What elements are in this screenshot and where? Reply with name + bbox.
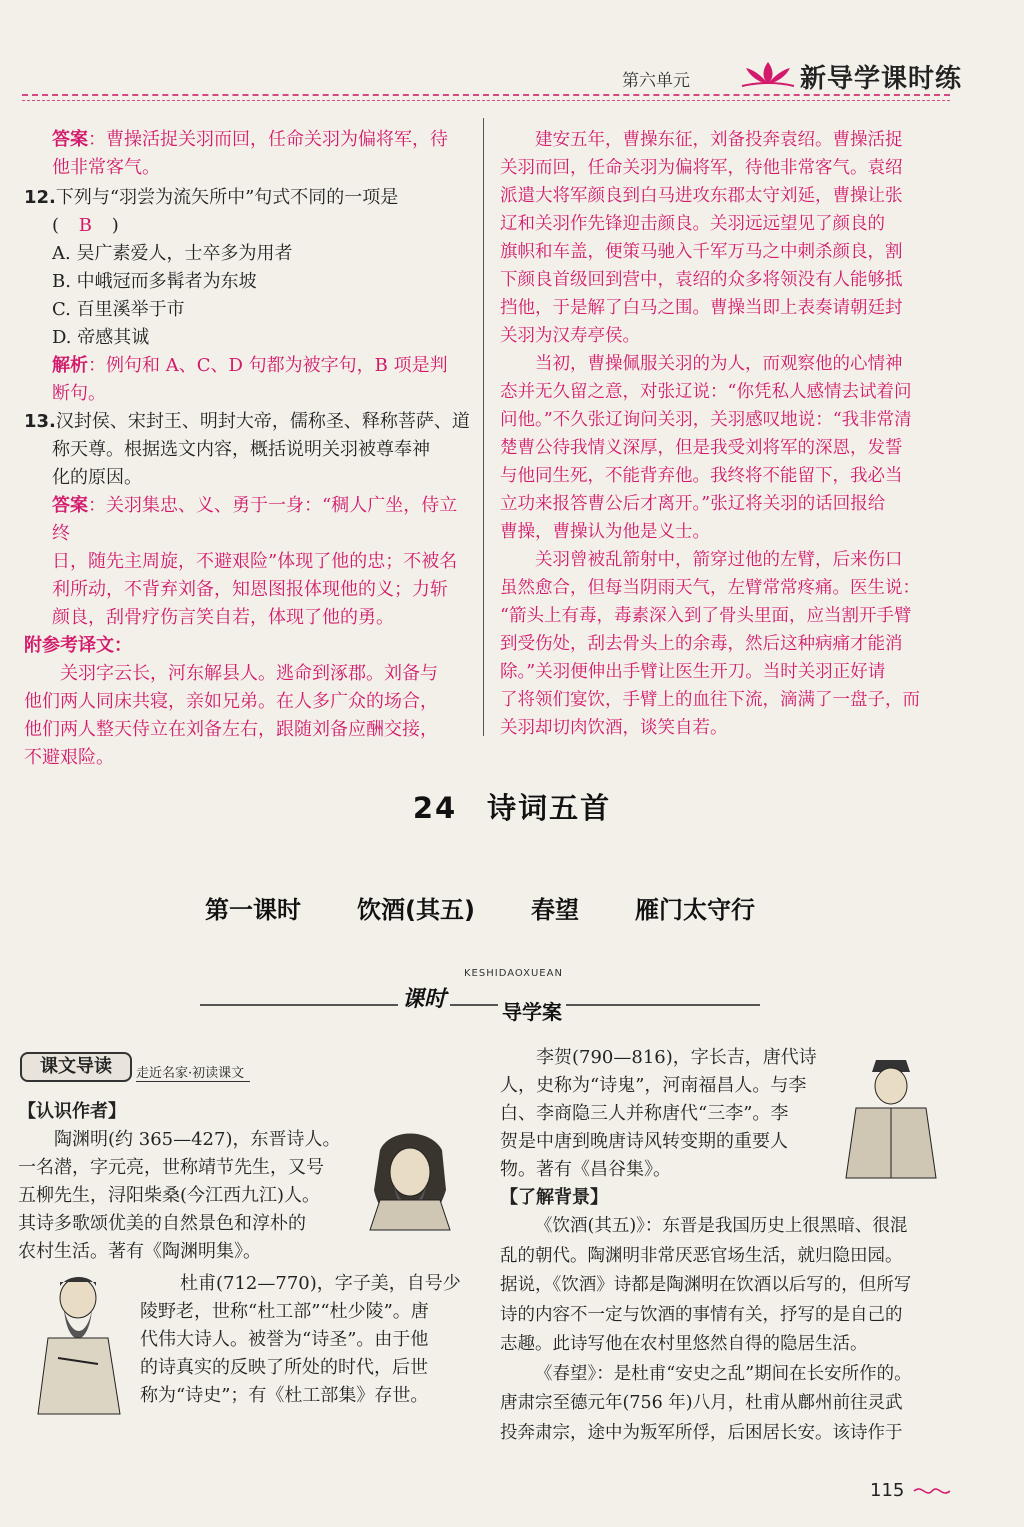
author-tao-yuanming: 陶渊明(约 365—427)，东晋诗人。 一名潜，字元亮，世称靖节先生，又号 五柳先生，浔阳柴桑(今江西九江)人。 其诗多歌颂优美的自然景色和淳朴的 农村生活。著有《陶渊明集》。 bbox=[18, 1129, 341, 1262]
banner-rule bbox=[200, 1004, 760, 1006]
page-ornament-icon bbox=[912, 1484, 952, 1498]
li-he-portrait bbox=[836, 1050, 946, 1180]
left-column: 答案：曹操活捉关羽而回，任命关羽为偏将军，待 他非常客气。 12.下列与“羽尝为流矢所中”句式不同的一项是 ( B ) A. 吴广素爱人，士卒多为用者 B. 中峨冠而多髯者为东坡 C. 百里溪举于市 D. 帝感其诚 解析：例句和 A、C、D 句都为被字句，B 项是判 断句。 13.汉封侯、宋封王、明封大帝，儒称圣、释称菩萨、道 称天尊。根据选文内容，概括说明关羽被尊奉神 化的原因。 答案：关羽集忠、义、勇于一身：“稠人广坐，侍立终 日，随先主周旋，不避艰险”体现了他的忠；不被名 利所动，不背弃刘备，知恩图报体现他的义；力斩 颜良，刮骨疗伤言笑自若，体现了他的勇。 附参考译文： 关羽字云长，河东解县人。逃命到涿郡。刘备与 他们两人同床共寝，亲如兄弟。在人多广众的场合， 他们两人整天侍立在刘备左右，跟随刘备应酬交接， 不避艰险。 bbox=[24, 126, 474, 772]
unit-label: 第六单元 bbox=[622, 71, 690, 91]
option-a: A. 吴广素爱人，士卒多为用者 bbox=[52, 243, 293, 264]
question-12: 12.下列与“羽尝为流矢所中”句式不同的一项是 bbox=[24, 187, 399, 208]
lotus-logo-icon bbox=[738, 56, 798, 92]
author-heading: 【认识作者】 bbox=[18, 1101, 126, 1122]
section-banner: KESHIDAOXUEAN 课时 导学案 bbox=[200, 968, 760, 1028]
author-li-he: 李贺(790—816)，字长吉，唐代诗 人，史称为“诗鬼”，河南福昌人。与李 白、李商隐三人并称唐代“三李”。李 贺是中唐到晚唐诗风转变期的重要人 物。著有《昌谷集》。 bbox=[500, 1047, 817, 1180]
column-divider bbox=[483, 118, 484, 736]
question-12-answer-slot: ( B ) bbox=[52, 215, 119, 236]
header-divider bbox=[22, 94, 950, 96]
page-number: 115 bbox=[870, 1480, 905, 1501]
book-series-title: 新导学课时练 bbox=[800, 64, 963, 94]
header-divider-thin bbox=[22, 100, 950, 101]
translation-column: 建安五年，曹操东征，刘备投奔袁绍。曹操活捉 关羽而回，任命关羽为偏将军，待他非常客气。袁绍 派遣大将军颜良到白马进攻东郡太守刘延，曹操让张 辽和关羽作先锋迎击颜良。关羽远远望见了颜良的 旗帜和车盖，便策马驰入千军万马之中刺杀颜良，割 下颜良首级回到营中，袁绍的众多将领没有人能够抵 挡他，于是解了白马之围。曹操当即上表奏请朝廷封 关羽为汉寿亭侯。 当初，曹操佩服关羽的为人，而观察他的心情神 态并无久留之意，对张辽说：“你凭私人感情去试着问 问他。”不久张辽询问关羽，关羽感叹地说：“我非常清 楚曹公待我情义深厚，但是我受刘将军的深恩，发誓 与他同生死，不能背弃他。我终将不能留下，我必当 立功来报答曹公后才离开。”张辽将关羽的话回报给 曹操，曹操认为他是义士。 关羽曾被乱箭射中，箭穿过他的左臂，后来伤口 虽然愈合，但每当阴雨天气，左臂常常疼痛。医生说： “箭头上有毒，毒素深入到了骨头里面，应当割开手臂 到受伤处，刮去骨头上的余毒，然后这种病痛才能消 除。”关羽便伸出手臂让医生开刀。当时关羽正好请 了将领们宴饮，手臂上的血往下流，滴满了一盘子，而 关羽却切肉饮酒，谈笑自若。 bbox=[500, 130, 920, 738]
option-d: D. 帝感其诚 bbox=[52, 327, 150, 348]
reference-translation: 关羽字云长，河东解县人。逃命到涿郡。刘备与 bbox=[60, 663, 438, 684]
section-tagline: 走近名家·初读课文 bbox=[136, 1062, 250, 1082]
tao-yuanming-portrait bbox=[350, 1120, 470, 1240]
answer-11: 答案：曹操活捉关羽而回，任命关羽为偏将军，待 bbox=[52, 129, 448, 150]
lesson-title: 24 诗词五首 bbox=[412, 791, 612, 825]
background-heading: 【了解背景】 bbox=[500, 1187, 608, 1208]
background-text: 《饮酒(其五)》：东晋是我国历史上很黑暗、很混 乱的朝代。陶渊明非常厌恶官场生活，就归隐田园。 据说，《饮酒》诗都是陶渊明在饮酒以后写的，但所写 诗的内容不一定与饮酒的事情有关，抒写的是自己的 志趣。此诗写他在农村里悠然自得的隐居生活。 《春望》：是杜甫“安史之乱”期间在长安所作的。 唐肃宗至德元年(756 年)八月，杜甫从鄜州前往灵武 投奔肃宗，途中为叛军所俘，后困居长安。该诗作于 bbox=[500, 1216, 912, 1443]
section-badge: 课文导读 bbox=[20, 1052, 132, 1082]
session-title: 第一课时 饮酒(其五) 春望 雁门太守行 bbox=[205, 896, 755, 924]
option-b: B. 中峨冠而多髯者为东坡 bbox=[52, 271, 257, 292]
answer-13: 答案：关羽集忠、义、勇于一身：“稠人广坐，侍立终 bbox=[52, 495, 458, 544]
question-13: 13.汉封侯、宋封王、明封大帝，儒称圣、释称菩萨、道 bbox=[24, 411, 470, 432]
du-fu-portrait bbox=[28, 1268, 138, 1418]
author-du-fu: 杜甫(712—770)，字子美，自号少 陵野老，世称“杜工部”“杜少陵”。唐 代伟大诗人。被誉为“诗圣”。由于他 的诗真实的反映了所处的时代，后世 称为“诗史”；有《杜工部集》存世。 bbox=[140, 1273, 461, 1406]
reference-translation-label: 附参考译文： bbox=[24, 635, 132, 656]
option-c: C. 百里溪举于市 bbox=[52, 299, 185, 320]
analysis-12: 解析：例句和 A、C、D 句都为被字句，B 项是判 bbox=[52, 355, 448, 376]
